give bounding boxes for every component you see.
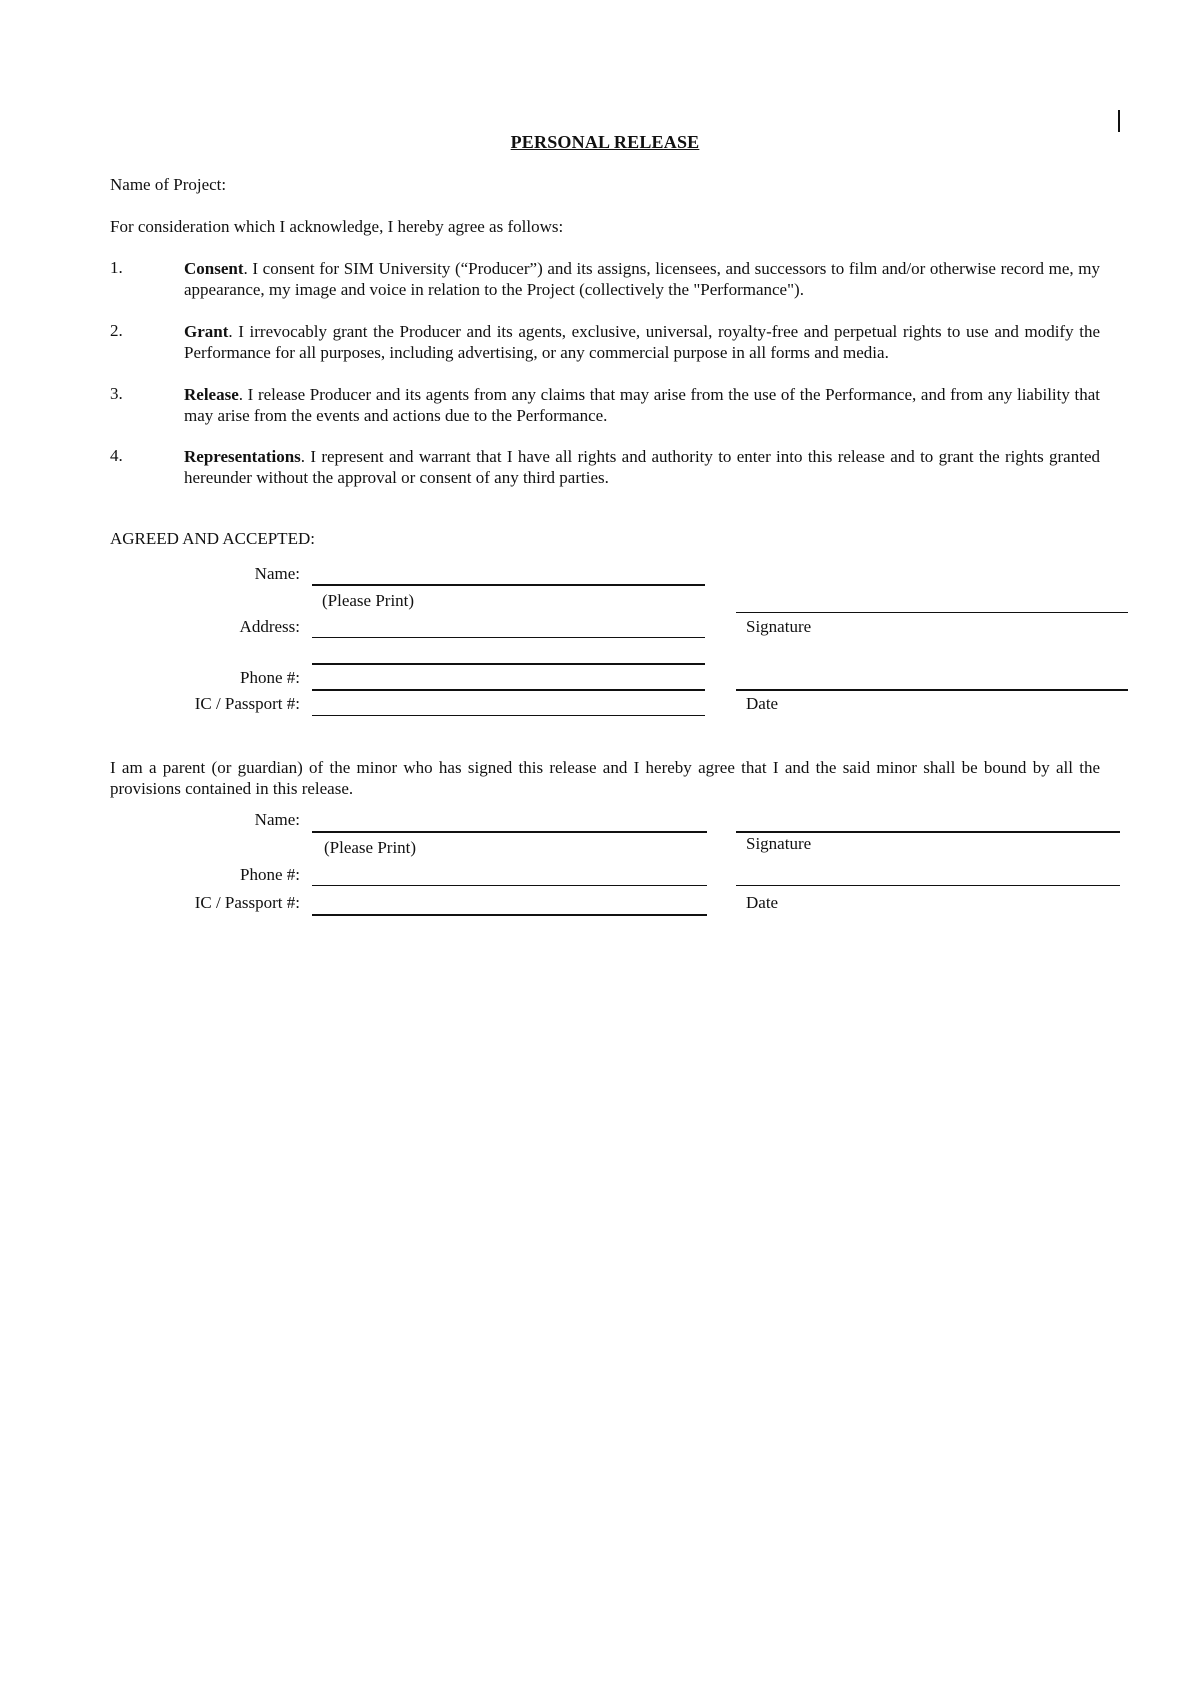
guardian-ic-field[interactable]: [312, 896, 707, 916]
please-print-note: (Please Print): [322, 591, 415, 610]
guardian-name-field[interactable]: [312, 813, 707, 833]
participant-address-field-2[interactable]: [312, 645, 705, 665]
participant-signature-field[interactable]: [736, 594, 1128, 613]
clause-text: . I release Producer and its agents from any claims that may arise from the use of the Performance, and from any liability that may arise from the events and actions due to the Performance.: [184, 385, 1100, 425]
guardian-date-field[interactable]: [736, 867, 1120, 886]
clause-number: 4.: [110, 446, 123, 465]
clause-number: 2.: [110, 321, 123, 340]
agreed-heading: AGREED AND ACCEPTED:: [110, 529, 315, 548]
clause-heading: Consent: [184, 259, 244, 278]
clause-representations: [110, 446, 1100, 488]
clause-number: 1.: [110, 258, 123, 277]
guardian-phone-label: Phone #:: [240, 865, 300, 884]
guardian-name-label: Name:: [254, 810, 300, 829]
guardian-signature-field[interactable]: [736, 813, 1120, 833]
document-title: PERSONAL RELEASE: [510, 132, 700, 152]
participant-date-field[interactable]: [736, 671, 1128, 691]
participant-ic-field[interactable]: [312, 697, 705, 716]
participant-date-label: Date: [746, 694, 779, 713]
clause-heading: Representations: [184, 447, 301, 466]
clause-heading: Grant: [184, 322, 229, 341]
guardian-date-label: Date: [746, 893, 779, 912]
clause-heading: Release: [184, 385, 239, 404]
guardian-signature-label: Signature: [746, 834, 812, 853]
clause-text: . I consent for SIM University (“Producer”) and its assigns, licensees, and successors to film and/or otherwise record me, my appearance, my image and voice in relation to the Project (collectively the "Performance").: [184, 259, 1100, 299]
participant-address-label: Address:: [239, 617, 300, 636]
participant-name-label: Name:: [254, 564, 300, 583]
guardian-ic-label: IC / Passport #:: [194, 893, 300, 912]
participant-signature-label: Signature: [746, 617, 812, 636]
guardian-phone-field[interactable]: [312, 867, 707, 886]
guardian-statement: I am a parent (or guardian) of the minor who has signed this release and I hereby agree that I and the said minor shall be bound by all the provisions contained in this release.: [110, 758, 1100, 798]
clause-text: . I represent and warrant that I have all rights and authority to enter into this release and to grant the rights granted hereunder without the approval or consent of any third parties.: [184, 447, 1100, 487]
clause-text: . I irrevocably grant the Producer and its agents, exclusive, universal, royalty-free and perpetual rights to use and modify the Performance for all purposes, including advertising, or any commercial purpose in all forms and media.: [184, 322, 1100, 362]
clause-number: 3.: [110, 384, 123, 403]
participant-address-field-1[interactable]: [312, 619, 705, 638]
participant-name-field[interactable]: [312, 566, 705, 586]
participant-phone-field[interactable]: [312, 671, 705, 691]
clause-grant: [110, 321, 1100, 363]
participant-phone-label: Phone #:: [240, 668, 300, 687]
participant-ic-label: IC / Passport #:: [194, 694, 300, 713]
page-edge-mark: [1118, 110, 1120, 132]
clause-release: [110, 384, 1100, 426]
project-name-label: Name of Project:: [110, 175, 227, 194]
guardian-please-print-note: (Please Print): [324, 838, 417, 857]
clause-consent: [110, 258, 1100, 300]
intro-text: For consideration which I acknowledge, I hereby agree as follows:: [110, 217, 564, 236]
